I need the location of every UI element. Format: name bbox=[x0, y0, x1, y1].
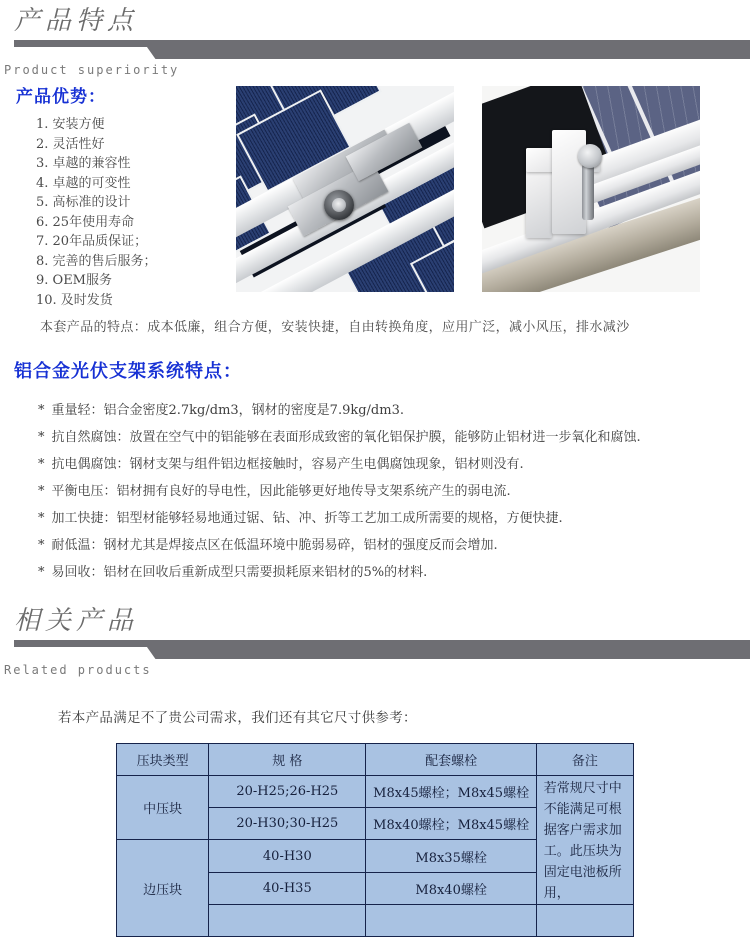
section-divider bbox=[0, 640, 750, 660]
product-photo-gallery bbox=[236, 86, 700, 292]
bullet-star-icon: * bbox=[38, 430, 45, 445]
cell-bolt: M8x40螺栓 bbox=[366, 873, 536, 905]
spec-table-head bbox=[117, 744, 634, 776]
column-header-spec: 规 格 bbox=[209, 744, 366, 776]
list-item: 5. 高标准的设计 bbox=[36, 195, 131, 210]
list-item: 4. 卓越的可变性 bbox=[36, 175, 131, 191]
list-item: 7. 20年品质保证； bbox=[36, 234, 148, 249]
product-photo-end-clamp bbox=[482, 86, 700, 292]
section-title-en: Product superiority bbox=[4, 63, 180, 77]
bullet-star-icon: * bbox=[38, 403, 45, 418]
column-header-type: 压块类型 bbox=[117, 744, 209, 776]
list-item-text: 易回收：铝材在回收后重新成型只需要损耗原来铝材的5%的材料. bbox=[51, 565, 428, 580]
divider-bar-right bbox=[172, 640, 750, 659]
spec-table bbox=[116, 743, 634, 937]
product-advantages-block bbox=[0, 78, 750, 314]
product-photo-mid-clamp bbox=[236, 86, 454, 292]
list-item: 10. 及时发货 bbox=[36, 292, 113, 308]
bullet-star-icon: * bbox=[38, 538, 45, 553]
list-item bbox=[38, 478, 750, 505]
clamp-bolt-icon bbox=[324, 190, 354, 220]
aluminum-features-list bbox=[0, 383, 750, 586]
divider-wedge bbox=[142, 640, 174, 659]
cell-spec: 40-H35 bbox=[209, 873, 366, 905]
bullet-star-icon: * bbox=[38, 565, 45, 580]
list-item-text: 重量轻：铝合金密度2.7kg/dm3，钢材的密度是7.9kg/dm3. bbox=[51, 403, 404, 418]
cell-spec: 40-H30 bbox=[209, 840, 366, 873]
section-title-cn: 相关产品 bbox=[14, 606, 139, 636]
cell-spec bbox=[209, 905, 366, 937]
list-item: 2. 灵活性好 bbox=[36, 136, 105, 152]
cell-bolt: M8x40螺栓；M8x45螺栓 bbox=[366, 808, 536, 840]
list-item: 1. 安装方便 bbox=[36, 117, 105, 132]
divider-wedge bbox=[142, 40, 174, 59]
cell-bolt: M8x35螺栓 bbox=[366, 840, 536, 873]
list-item bbox=[38, 532, 750, 559]
column-header-bolt: 配套螺栓 bbox=[366, 744, 536, 776]
list-item bbox=[38, 559, 750, 586]
aluminum-features-block bbox=[0, 335, 750, 586]
advantages-heading: 产品优势： bbox=[16, 87, 106, 107]
clamp-bolt-head-icon bbox=[578, 144, 602, 168]
list-item bbox=[38, 451, 750, 478]
spec-table-body bbox=[117, 776, 634, 937]
list-item-text: 加工快捷：铝型材能够轻易地通过锯、钻、冲、折等工艺加工成所需要的规格，方便快捷. bbox=[51, 511, 563, 526]
cell-type: 边压块 bbox=[117, 840, 209, 937]
section-divider bbox=[0, 40, 750, 60]
related-products-intro: 若本产品满足不了贵公司需求，我们还有其它尺寸供参考： bbox=[58, 710, 417, 726]
cell-type: 中压块 bbox=[117, 776, 209, 840]
cell-remark-continued bbox=[536, 905, 633, 937]
cell-remark: 若常规尺寸中不能满足可根据客户需求加工。此压块为固定电池板所用， bbox=[536, 776, 633, 905]
list-item-text: 抗电偶腐蚀：钢材支架与组件铝边框接触时，容易产生电偶腐蚀现象，铝材则没有. bbox=[51, 457, 524, 472]
table-row bbox=[117, 776, 634, 808]
bullet-star-icon: * bbox=[38, 484, 45, 499]
section-header-related-products bbox=[0, 600, 750, 678]
section-header-product-superiority bbox=[0, 0, 750, 78]
aluminum-features-heading: 铝合金光伏支架系统特点： bbox=[14, 361, 242, 382]
list-item: 6. 25年使用寿命 bbox=[36, 214, 135, 230]
divider-bar-left bbox=[14, 40, 154, 47]
bullet-star-icon: * bbox=[38, 457, 45, 472]
divider-bar-right bbox=[172, 40, 750, 59]
cell-spec: 20-H25;26-H25 bbox=[209, 776, 366, 808]
related-products-block bbox=[0, 586, 750, 937]
spec-table-container bbox=[0, 726, 750, 937]
cell-bolt bbox=[366, 905, 536, 937]
clamp-bolt-shaft-icon bbox=[582, 164, 594, 220]
divider-bar-left bbox=[14, 640, 154, 647]
list-item: 8. 完善的售后服务； bbox=[36, 253, 157, 269]
list-item bbox=[38, 397, 750, 424]
end-clamp-block bbox=[552, 130, 586, 234]
section-title-cn: 产品特点 bbox=[14, 6, 139, 36]
list-item bbox=[38, 424, 750, 451]
list-item: 9. OEM服务 bbox=[36, 273, 112, 288]
list-item bbox=[38, 505, 750, 532]
advantages-summary: 本套产品的特点：成本低廉，组合方便，安装快捷，自由转换角度，应用广泛，减小风压，排水减沙 bbox=[40, 320, 630, 335]
list-item-text: 耐低温：钢材尤其是焊接点区在低温环境中脆弱易碎，铝材的强度反而会增加. bbox=[51, 538, 498, 553]
section-title-en: Related products bbox=[4, 663, 152, 677]
list-item: 3. 卓越的兼容性 bbox=[36, 156, 131, 171]
bullet-star-icon: * bbox=[38, 511, 45, 526]
table-header-row bbox=[117, 744, 634, 776]
list-item-text: 抗自然腐蚀：放置在空气中的铝能够在表面形成致密的氧化铝保护膜，能够防止铝材进一步氧化和腐蚀. bbox=[51, 430, 641, 445]
column-header-remark: 备注 bbox=[536, 744, 633, 776]
cell-bolt: M8x45螺栓；M8x45螺栓 bbox=[366, 776, 536, 808]
cell-spec: 20-H30;30-H25 bbox=[209, 808, 366, 840]
list-item-text: 平衡电压：铝材拥有良好的导电性，因此能够更好地传导支架系统产生的弱电流. bbox=[51, 484, 511, 499]
